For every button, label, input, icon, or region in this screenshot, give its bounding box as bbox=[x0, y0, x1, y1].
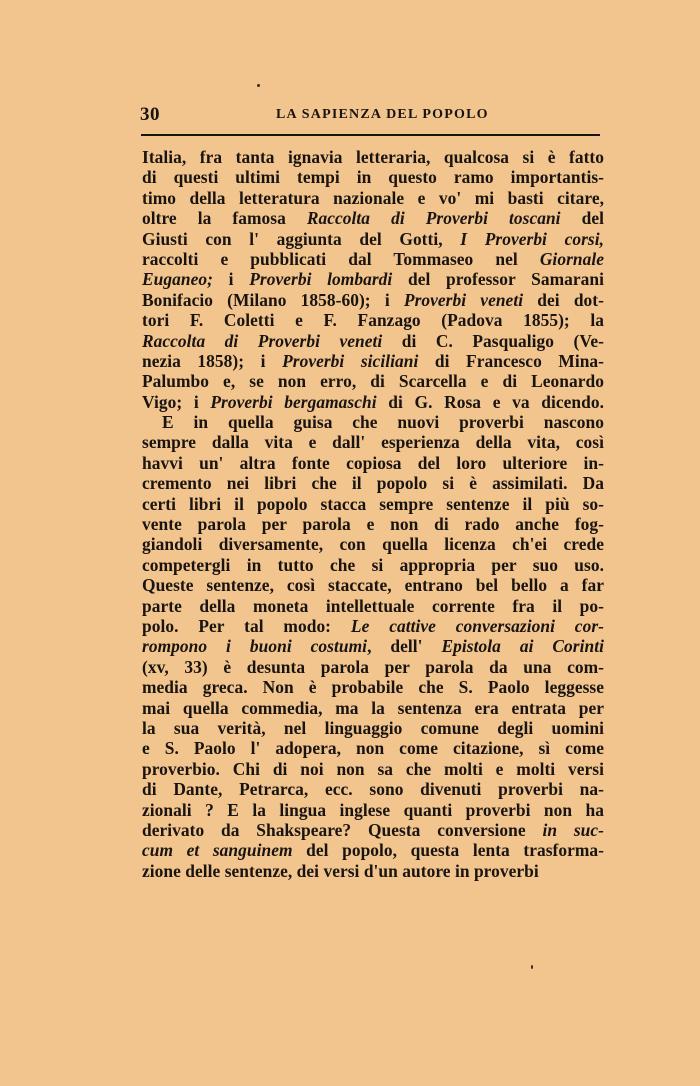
text-line bbox=[142, 494, 604, 514]
text-span: raccolti e pubblicati dal Tommaseo nel bbox=[142, 248, 540, 269]
text-span: di Francesco Mina- bbox=[418, 350, 605, 371]
italic-span: Giornale bbox=[539, 248, 604, 269]
text-line bbox=[142, 657, 604, 677]
text-span: cremento nei libri che il popolo si è assimilati. Da bbox=[142, 473, 604, 494]
text-line bbox=[142, 555, 604, 575]
text-span: del popolo, questa lenta trasforma- bbox=[292, 840, 605, 861]
text-span: Palumbo e, se non erro, di Scarcella e di Leonardo bbox=[142, 371, 604, 392]
text-span: oltre la famosa bbox=[142, 208, 307, 229]
italic-span: Proverbi bergamaschi bbox=[210, 391, 377, 412]
text-line bbox=[142, 636, 604, 656]
text-line bbox=[142, 412, 604, 432]
text-line bbox=[142, 616, 604, 636]
italic-span: Epistola ai Corinti bbox=[441, 636, 604, 657]
italic-span: rompono i buoni costumi bbox=[142, 636, 368, 657]
text-span: vente parola per parola e non di rado anche fog- bbox=[142, 514, 604, 535]
italic-span: Euganeo; bbox=[142, 269, 213, 290]
text-span: del bbox=[560, 208, 604, 229]
text-line bbox=[142, 249, 604, 269]
italic-span: Raccolta di Proverbi toscani bbox=[306, 208, 561, 229]
text-span: , dell' bbox=[367, 636, 442, 657]
text-line bbox=[142, 514, 604, 534]
text-span: Giusti con l' aggiunta del Gotti, bbox=[142, 228, 461, 249]
text-span: i bbox=[212, 269, 250, 290]
italic-span: Proverbi siciliani bbox=[282, 350, 419, 371]
text-line bbox=[142, 473, 604, 493]
text-line bbox=[142, 738, 604, 758]
body-text bbox=[142, 147, 604, 881]
text-line bbox=[142, 188, 604, 208]
text-span: polo. Per tal modo: bbox=[142, 615, 351, 636]
text-span: zione delle sentenze, dei versi d'un autore in proverbi bbox=[142, 860, 539, 881]
text-line bbox=[142, 759, 604, 779]
italic-span: Proverbi lombardi bbox=[249, 269, 393, 290]
text-span: Italia, fra tanta ignavia letteraria, qualcosa si è fatto bbox=[142, 147, 604, 167]
text-line bbox=[142, 331, 604, 351]
text-line bbox=[142, 820, 604, 840]
text-line bbox=[142, 800, 604, 820]
text-span: mai quella commedia, ma la sentenza era entrata per bbox=[142, 697, 604, 718]
text-span: certi libri il popolo stacca sempre sentenze il più so- bbox=[142, 493, 604, 514]
text-line bbox=[142, 351, 604, 371]
text-span: del professor Samarani bbox=[392, 269, 604, 290]
text-line bbox=[142, 167, 604, 187]
italic-span: in suc- bbox=[542, 819, 604, 840]
text-span: giandoli diversamente, con quella licenza ch'ei crede bbox=[142, 534, 604, 555]
header-rule bbox=[141, 134, 600, 136]
italic-span: Le cattive conversazioni cor- bbox=[350, 615, 604, 636]
italic-span: I Proverbi corsi, bbox=[460, 228, 604, 249]
text-span: dei dot- bbox=[523, 289, 604, 310]
ink-speck bbox=[257, 84, 260, 87]
text-span: havvi un' altra fonte copiosa del loro ulteriore in- bbox=[142, 452, 604, 473]
text-span: sempre dalla vita e dall' esperienza della vita, così bbox=[142, 432, 604, 453]
text-span: zionali ? E la lingua inglese quanti proverbi non ha bbox=[142, 799, 604, 820]
text-line bbox=[142, 534, 604, 554]
text-line bbox=[142, 371, 604, 391]
text-span: tori F. Coletti e F. Fanzago (Padova 1855); la bbox=[142, 310, 604, 331]
text-span: Bonifacio (Milano 1858-60); i bbox=[142, 289, 404, 310]
text-span: E in quella guisa che nuovi proverbi nascono bbox=[162, 412, 604, 433]
text-span: (xv, 33) è desunta parola per parola da una com- bbox=[142, 656, 604, 677]
italic-span: Raccolta di Proverbi veneti bbox=[142, 330, 383, 351]
text-span: di C. Pasqualigo (Ve- bbox=[382, 330, 604, 351]
text-span: media greca. Non è probabile che S. Paolo leggesse bbox=[142, 677, 604, 698]
text-line bbox=[142, 147, 604, 167]
text-span: nezia 1858); i bbox=[142, 350, 283, 371]
text-span: competergli in tutto che si appropria per suo uso. bbox=[142, 554, 604, 575]
text-span: di questi ultimi tempi in questo ramo importantis- bbox=[142, 167, 604, 188]
running-title: LA SAPIENZA DEL POPOLO bbox=[276, 107, 489, 122]
text-line bbox=[142, 698, 604, 718]
text-line bbox=[142, 453, 604, 473]
page-number: 30 bbox=[140, 104, 160, 125]
text-line bbox=[142, 432, 604, 452]
text-line bbox=[142, 596, 604, 616]
text-line bbox=[142, 392, 604, 412]
text-span: di Dante, Petrarca, ecc. sono divenuti proverbi na- bbox=[142, 779, 604, 800]
text-span: timo della letteratura nazionale e vo' mi basti citare, bbox=[142, 187, 604, 208]
text-line bbox=[142, 575, 604, 595]
text-line bbox=[142, 310, 604, 330]
text-span: e S. Paolo l' adopera, non come citazione, sì come bbox=[142, 738, 604, 759]
text-span: derivato da Shakspeare? Questa conversione bbox=[142, 819, 543, 840]
text-line bbox=[142, 861, 604, 881]
text-line bbox=[142, 290, 604, 310]
text-span: proverbio. Chi di noi non sa che molti e molti versi bbox=[142, 758, 604, 779]
text-line bbox=[142, 840, 604, 860]
text-line bbox=[142, 677, 604, 697]
italic-span: cum et sanguinem bbox=[142, 840, 293, 861]
text-line bbox=[142, 208, 604, 228]
italic-span: Proverbi veneti bbox=[403, 289, 524, 310]
text-span: Vigo; i bbox=[142, 391, 211, 412]
text-line bbox=[142, 718, 604, 738]
text-span: parte della moneta intellettuale corrente fra il po- bbox=[142, 595, 604, 616]
text-span: di G. Rosa e va dicendo. bbox=[376, 391, 605, 412]
ink-speck bbox=[531, 965, 533, 969]
text-line bbox=[142, 229, 604, 249]
text-span: Queste sentenze, così staccate, entrano bel bello a far bbox=[142, 575, 604, 596]
text-line bbox=[142, 779, 604, 799]
page-header bbox=[140, 104, 603, 126]
text-span: la sua verità, nel linguaggio comune degli uomini bbox=[142, 717, 604, 738]
text-line bbox=[142, 269, 604, 289]
